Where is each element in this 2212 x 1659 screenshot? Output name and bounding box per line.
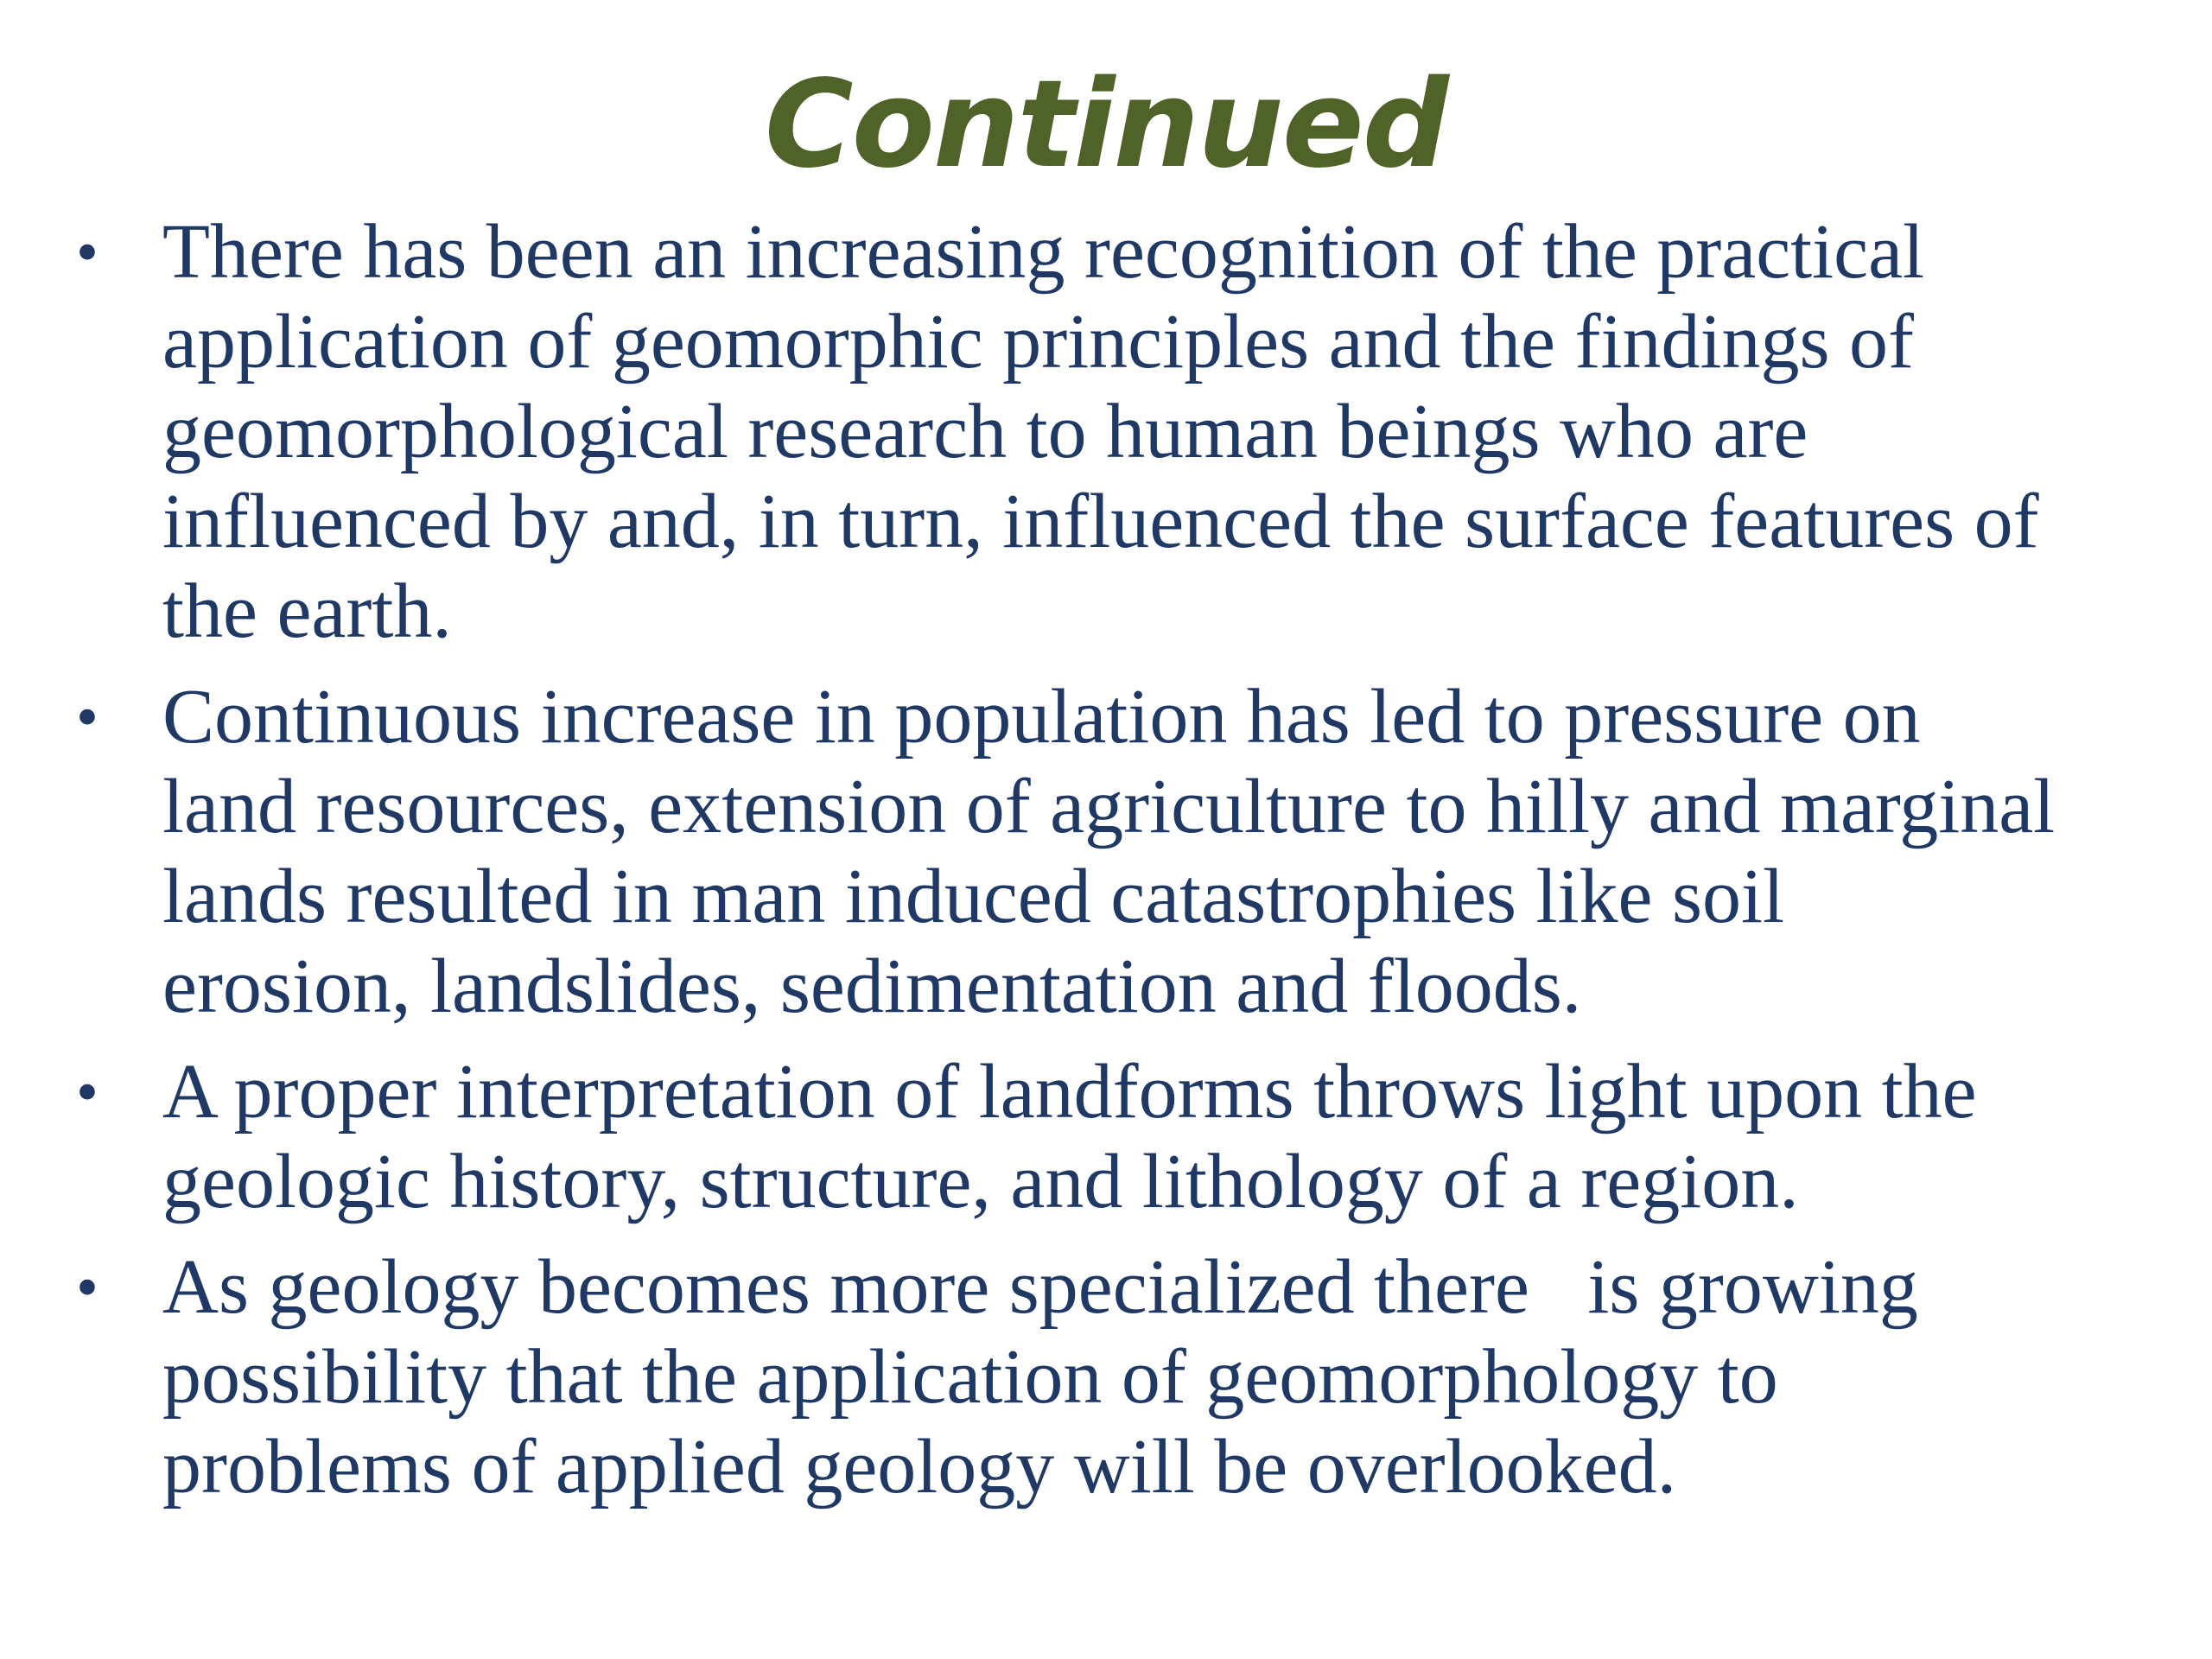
bullet-text: [162, 207, 2177, 657]
bullet-line: possibility that the application of geomorphology to: [162, 1334, 1778, 1420]
bullet-line: A proper interpretation of landforms throws light upon the: [162, 1049, 1977, 1135]
bullet-point-icon: •: [76, 1252, 99, 1323]
bullet-item-2: [0, 672, 2212, 1032]
bullet-line: problems of applied geology will be overlooked.: [162, 1424, 1677, 1510]
bullet-text: [162, 672, 2177, 1032]
bullet-point-icon: •: [76, 1057, 99, 1128]
bullet-line: geologic history, structure, and lithology of a region.: [162, 1139, 1799, 1224]
slide-title: Continued: [764, 54, 1447, 195]
bullet-text: [162, 1243, 2177, 1512]
bullet-line: There has been an increasing recognition of the practical: [162, 209, 1925, 295]
bullet-line: lands resulted in man induced catastrophies like soil: [162, 854, 1785, 939]
bullet-text: [162, 1047, 2177, 1227]
bullet-line: Continuous increase in population has led to pressure on: [162, 674, 1921, 760]
bullet-line: the earth.: [162, 569, 452, 654]
bullet-item-1: [0, 207, 2212, 657]
bullet-item-4: [0, 1243, 2212, 1512]
bullet-item-3: [0, 1047, 2212, 1227]
bullet-point-icon: •: [76, 217, 99, 288]
bullet-line: geomorphological research to human beings who are: [162, 389, 1808, 474]
bullet-line: As geology becomes more specialized there is growing: [162, 1244, 1918, 1330]
bullet-line: influenced by and, in turn, influenced the surface features of: [162, 479, 2039, 564]
bullet-line: application of geomorphic principles and the findings of: [162, 299, 1914, 385]
bullet-line: land resources, extension of agriculture to hilly and marginal: [162, 764, 2056, 849]
bullet-point-icon: •: [76, 682, 99, 753]
bullet-line: erosion, landslides, sedimentation and floods.: [162, 944, 1582, 1029]
bullet-list: [0, 207, 2212, 1528]
